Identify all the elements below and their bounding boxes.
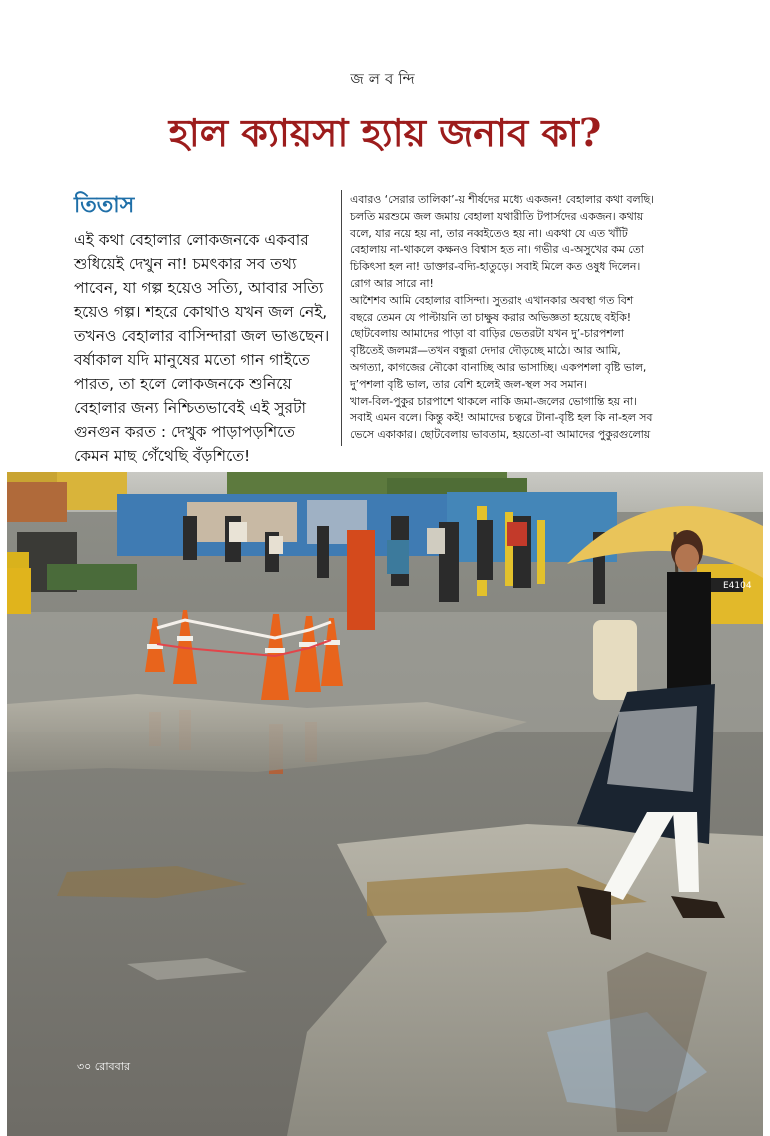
lead-line: পাবেন, যা গল্প হয়েও সত্যি, আবার সত্যি [74,279,324,297]
body-line: রোগ আর সারে না! [350,276,434,290]
body-line: দু’পশলা বৃষ্টি ভাল, তার বেশি হলেই জল-স্থল সব সমান। [350,377,587,391]
column-divider [341,190,342,446]
lead-line: কেমন মাছ গেঁথেছি বঁড়শিতে! [74,447,251,465]
body-line: ভেসে একাকার। ছোটবেলায় ভাবতাম, হয়তো-বা আমাদের পুকুরগুলোয় [350,428,651,442]
body-column [350,192,700,444]
body-line: বলে, যার নয়ে হয় না, তার নব্বইতেও হয় না। একথা যে এত খাঁটি [350,226,628,240]
body-line: বৃষ্টিতেই জলমগ্ন—তখন বন্ধুরা দেদার দৌড়চ্ছে মাঠে। আর আমি, [350,344,621,358]
lead-line: বেহালার জন্য নিশ্চিতভাবেই এই সুরটা [74,399,307,417]
lead-line: তখনও বেহালার বাসিন্দারা জল ভাঙছেন। [74,327,330,345]
body-line: এবারও ‘সেরার তালিকা’-য় শীর্ষদের মধ্যে একজন! বেহালার কথা বলছি। [350,193,655,206]
lead-line: পারত, তা হলে লোকজনকে শুনিয়ে [74,375,292,393]
street-flood-photo [7,472,763,1136]
lead-line: বর্ষাকাল যদি মানুষের মতো গান গাইতে [74,351,310,369]
lead-line: শুধিয়েই দেখুন না! চমৎকার সব তথ্য [74,255,297,273]
lead-line: হয়েও গল্প। শহরে কোথাও যখন জল নেই, [74,303,328,321]
author-name: তিতাস [74,193,135,218]
lead-paragraph [74,228,332,468]
body-line: খাল-বিল-পুকুর চারপাশে থাকলে নাকি জমা-জলের ভোগান্তি হয় না। [350,394,637,408]
lead-line: এই কথা বেহালার লোকজনকে একবার [74,231,309,249]
body-line: আশৈশব আমি বেহালার বাসিন্দা। সুতরাং এখানকার অবস্থা গত বিশ [350,293,634,307]
lead-line: গুনগুন করত : দেখুক পাড়াপড়শিতে [74,423,296,441]
body-line: চলতি মরশুমে জল জমায় বেহালা যথারীতি টপার্সদের একজন। কথায় [350,209,644,223]
section-label: জলবন্দি [350,70,420,88]
body-line: বছরে তেমন যে পাল্টায়নি তা চাক্ষুষ করার অভিজ্ঞতা হয়েছে বইকি! [350,310,632,324]
body-line: সবাই এমন বলে। কিন্তু কই! আমাদের চত্বরে টানা-বৃষ্টি হল কি না-হল সব [350,411,653,425]
page-footer: ৩০ রোববার [77,1060,130,1073]
taxi-plate: E4104 [723,581,752,591]
headline: হাল ক্যায়সা হ্যায় জনাব কা? [168,110,602,155]
body-line: বেহালায় না-থাকলে কক্ষনও বিশ্বাস হত না। গভীর এ-অসুখের কম তো [350,243,644,257]
body-line: চিকিৎসা হল না! ডাক্তার-বদ্যি-হাতুড়ে। সবাই মিলে কত ওষুধ দিলেন। [350,260,641,274]
body-line: অগত্যা, কাগজের নৌকো বানাচ্ছি আর ভাসাচ্ছি। একপশলা বৃষ্টি ভাল, [350,360,647,374]
body-line: ছোটবেলায় আমাদের পাড়া বা বাড়ির ভেতরটা যখন দু’-চারপশলা [350,327,624,341]
